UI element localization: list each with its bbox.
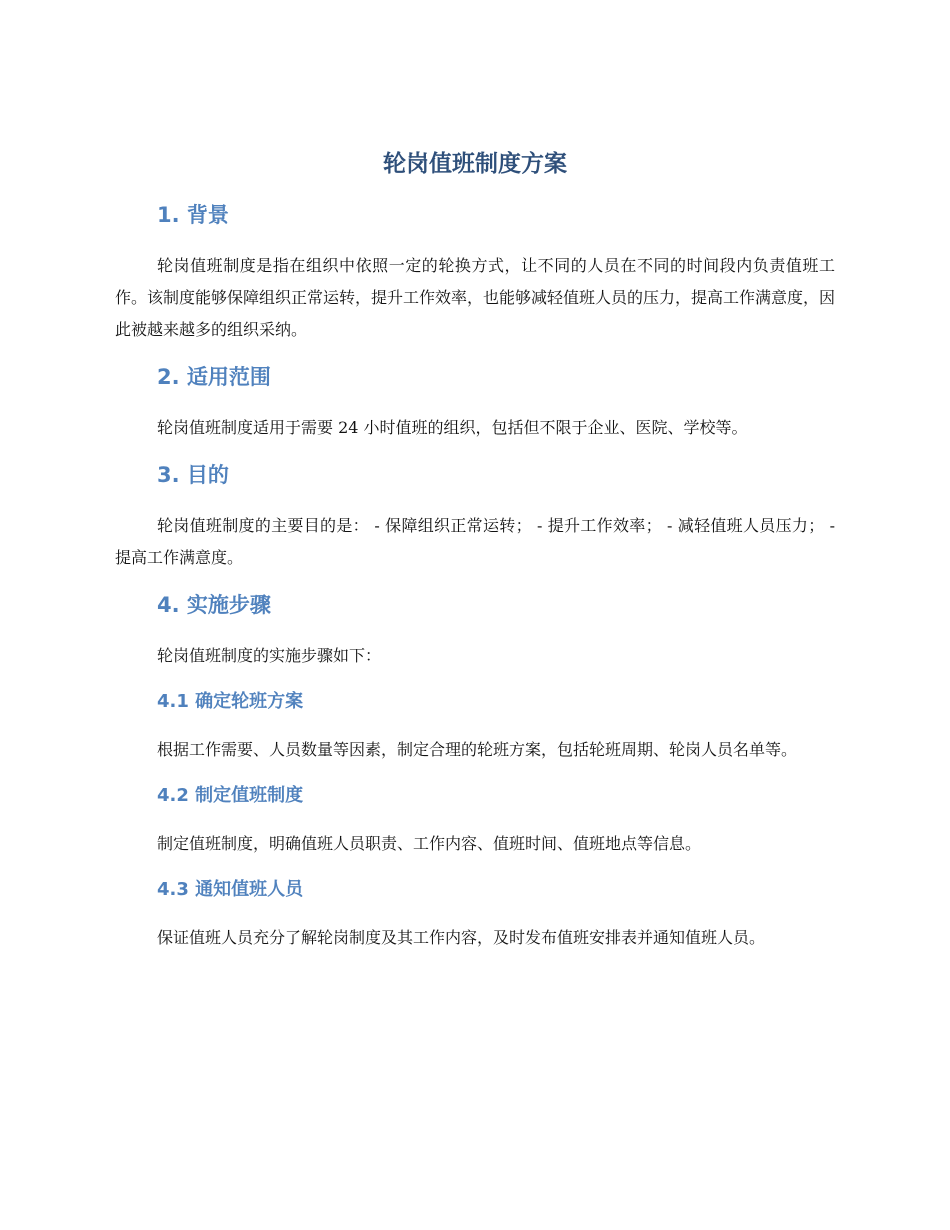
section-heading-scope: 2. 适用范围 xyxy=(157,365,271,389)
section-heading-background: 1. 背景 xyxy=(157,203,229,227)
subsection-body-duty-rules: 制定值班制度，明确值班人员职责、工作内容、值班时间、值班地点等信息。 xyxy=(157,834,702,853)
subsection-body-shift-plan: 根据工作需要、人员数量等因素，制定合理的轮班方案，包括轮班周期、轮岗人员名单等。 xyxy=(157,740,798,759)
document-content xyxy=(115,146,835,954)
section-body-background: 轮岗值班制度是指在组织中依照一定的轮换方式，让不同的人员在不同的时间段内负责值班工作。该制度能够保障组织正常运转，提升工作效率，也能够减轻值班人员的压力，提高工作满意度，因此被越来越多的组织采纳。 xyxy=(115,256,836,339)
section-heading-purpose: 3. 目的 xyxy=(157,463,229,487)
section-body-steps: 轮岗值班制度的实施步骤如下： xyxy=(157,646,382,665)
document-title: 轮岗值班制度方案 xyxy=(383,151,567,177)
section-heading-steps: 4. 实施步骤 xyxy=(157,593,271,617)
section-body-purpose: 轮岗值班制度的主要目的是： - 保障组织正常运转； - 提升工作效率； - 减轻值班人员压力； - 提高工作满意度。 xyxy=(115,516,835,567)
subsection-heading-duty-rules: 4.2 制定值班制度 xyxy=(157,785,304,806)
section-body-scope: 轮岗值班制度适用于需要 24 小时值班的组织，包括但不限于企业、医院、学校等。 xyxy=(157,418,748,437)
subsection-body-notify-staff: 保证值班人员充分了解轮岗制度及其工作内容，及时发布值班安排表并通知值班人员。 xyxy=(157,928,766,947)
subsection-heading-shift-plan: 4.1 确定轮班方案 xyxy=(157,691,304,712)
subsection-heading-notify-staff: 4.3 通知值班人员 xyxy=(157,879,304,900)
